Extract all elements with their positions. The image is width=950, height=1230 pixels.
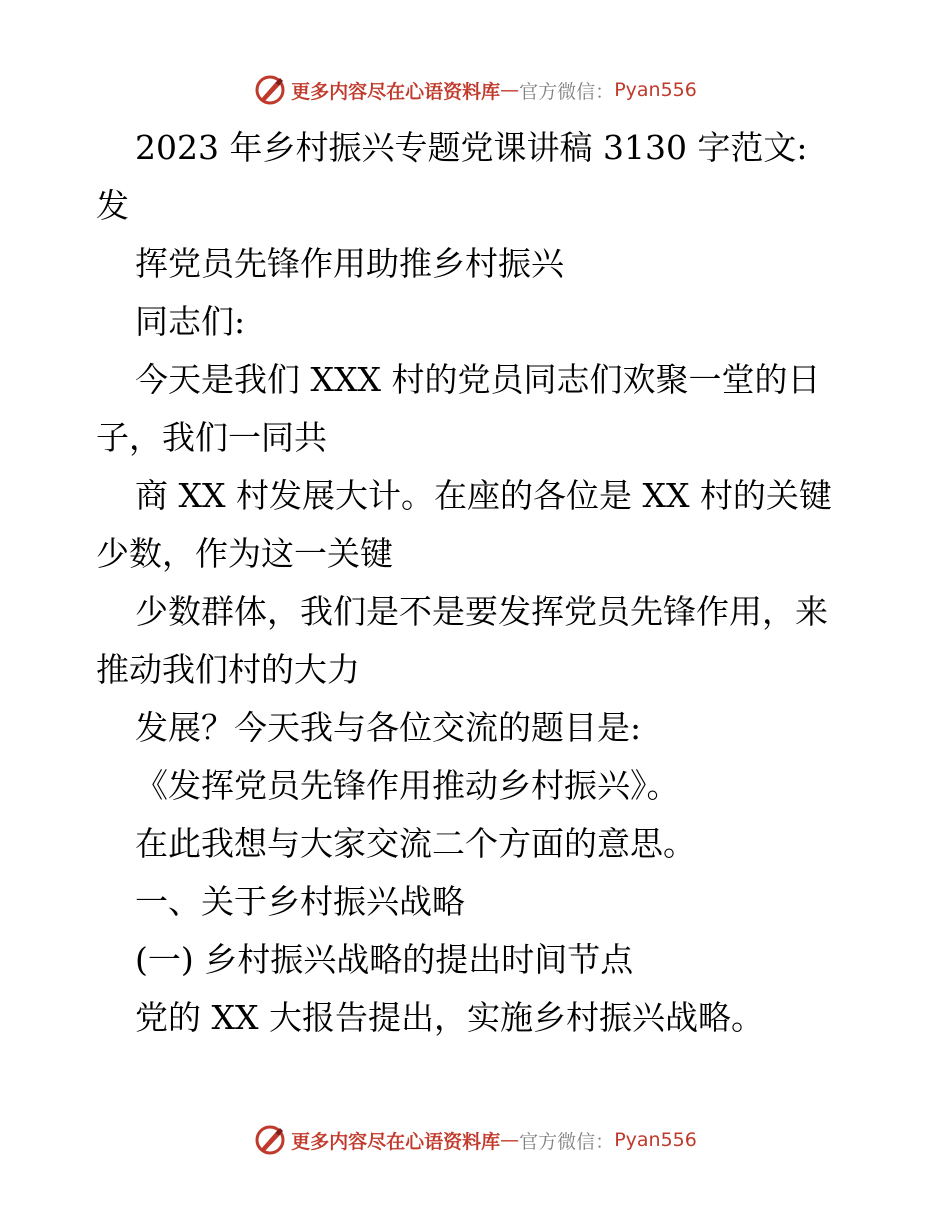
paragraph-line: 今天是我们 XXX 村的党员同志们欢聚一堂的日 (135, 360, 821, 399)
doc-title-line-3: 挥党员先锋作用助推乡村振兴 (135, 244, 564, 283)
salutation: 同志们: (135, 302, 246, 341)
separator: — (500, 79, 520, 101)
doc-title-line-2: 发 (96, 186, 129, 225)
wechat-id: Pyan556 (614, 1129, 697, 1151)
section-heading: 一、关于乡村振兴战略 (135, 882, 465, 921)
official-label: 官方微信： (519, 80, 615, 103)
promo-text: 更多内容尽在心语资料库 (291, 80, 501, 103)
paragraph-line: 发展？今天我与各位交流的题目是: (135, 708, 642, 747)
paragraph-line: 推动我们村的大力 (96, 650, 360, 689)
paragraph-line: 商 XX 村发展大计。在座的各位是 XX 村的关键 (135, 476, 832, 515)
pen-logo-icon (253, 1123, 287, 1157)
subsection-heading: (一) 乡村振兴战略的提出时间节点 (135, 940, 634, 979)
pen-logo-icon (253, 73, 287, 107)
doc-title-line-1: 2023 年乡村振兴专题党课讲稿 3130 字范文: (135, 128, 808, 167)
footer-watermark (0, 1120, 950, 1160)
promo-text: 更多内容尽在心语资料库 (291, 1130, 501, 1153)
paragraph-line: 子，我们一同共 (96, 418, 327, 457)
paragraph-line: 少数群体，我们是不是要发挥党员先锋作用，来 (135, 592, 828, 631)
paragraph-line: 《发挥党员先锋作用推动乡村振兴》。 (135, 766, 680, 805)
official-label: 官方微信： (519, 1130, 615, 1153)
paragraph-line: 在此我想与大家交流二个方面的意思。 (135, 824, 696, 863)
separator: — (500, 1129, 520, 1151)
paragraph-line: 少数，作为这一关键 (96, 534, 393, 573)
paragraph-line: 党的 XX 大报告提出，实施乡村振兴战略。 (135, 998, 764, 1037)
wechat-id: Pyan556 (614, 79, 697, 101)
header-watermark (0, 70, 950, 110)
